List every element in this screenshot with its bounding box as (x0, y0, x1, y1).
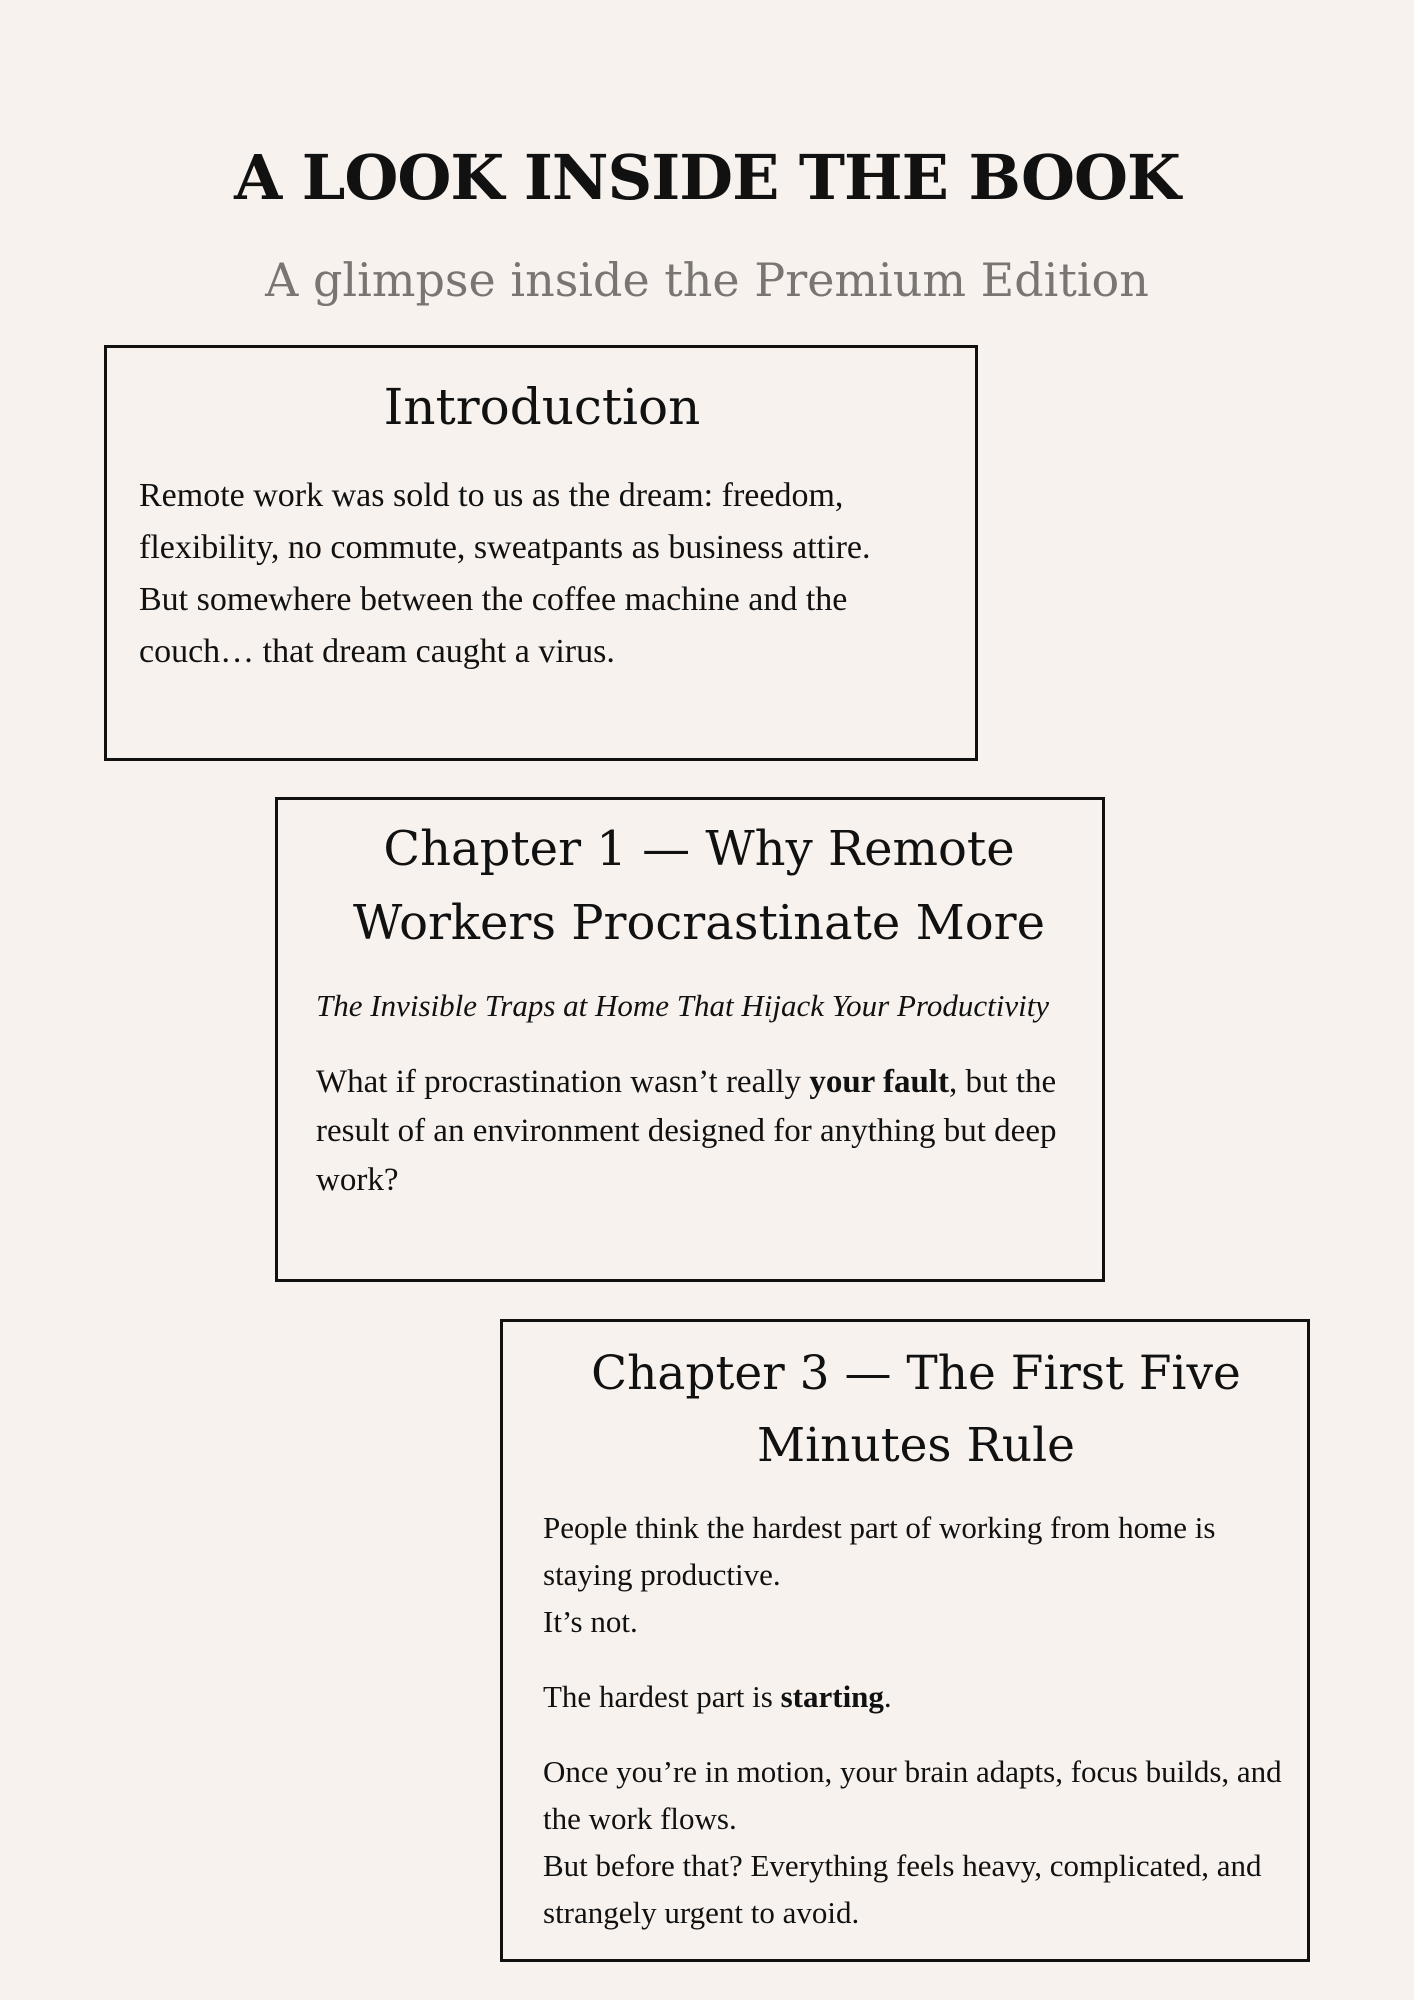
introduction-line-1: Remote work was sold to us as the dream: freedom, flexibility, no commute, sweatpants as business attire. (139, 477, 871, 566)
introduction-heading: Introduction (383, 378, 701, 436)
chapter-3-p2-emphasis: starting (780, 1679, 884, 1714)
page-subtitle: A glimpse inside the Premium Edition (265, 253, 1149, 307)
page-title: A LOOK INSIDE THE BOOK (234, 141, 1180, 214)
introduction-text (139, 470, 945, 678)
introduction-card (104, 345, 978, 761)
chapter-1-body (316, 1058, 1082, 1205)
chapter-3-heading: Chapter 3 — The First Five Minutes Rule (591, 1346, 1241, 1473)
chapter-3-p1-line-2: It’s not. (543, 1604, 638, 1639)
chapter-3-p3-line-2: But before that? Everything feels heavy, complicated, and strangely urgent to avoid. (543, 1848, 1262, 1930)
chapter-3-paragraph-3 (543, 1748, 1289, 1936)
introduction-line-2: But somewhere between the coffee machine and the couch… that dream caught a virus. (139, 581, 848, 670)
chapter-1-heading: Chapter 1 — Why Remote Workers Procrastinate More (353, 821, 1045, 951)
chapter-3-p2-start: The hardest part is (543, 1679, 781, 1714)
chapter-1-body-emphasis: your fault (809, 1064, 949, 1100)
chapter-1-body-end: , but the result of an environment designed for anything but deep work? (316, 1064, 1057, 1198)
chapter-3-card (500, 1319, 1310, 1962)
chapter-3-p3-line-1: Once you’re in motion, your brain adapts, focus builds, and the work flows. (543, 1754, 1282, 1836)
chapter-1-body-start: What if procrastination wasn’t really (316, 1064, 810, 1100)
chapter-3-p1-line-1: People think the hardest part of working from home is staying productive. (543, 1510, 1216, 1592)
chapter-3-paragraph-2 (543, 1673, 1289, 1720)
chapter-3-p2-end: . (883, 1679, 892, 1714)
chapter-3-paragraph-1 (543, 1504, 1289, 1645)
chapter-1-card (275, 797, 1105, 1282)
chapter-1-subheading: The Invisible Traps at Home That Hijack Your Productivity (316, 988, 1050, 1023)
